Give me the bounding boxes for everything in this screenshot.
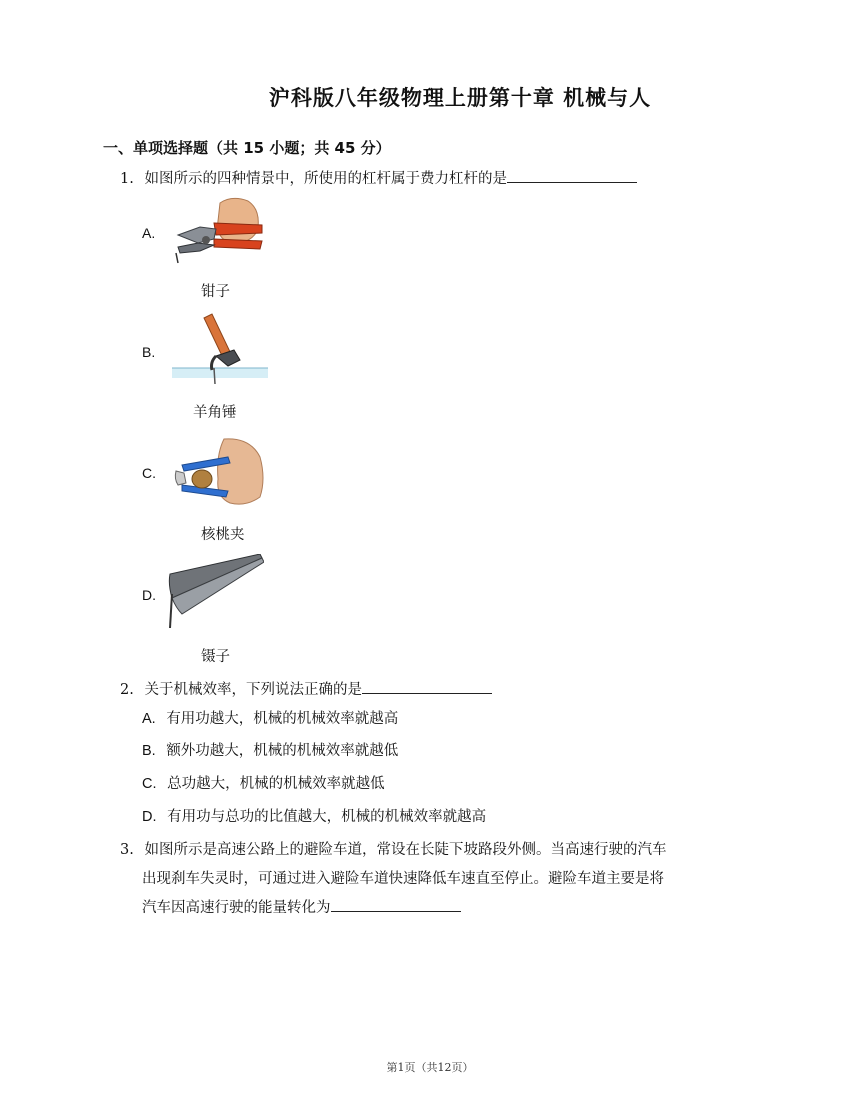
option-caption: 钳子 bbox=[201, 284, 230, 300]
option-d bbox=[142, 805, 486, 826]
answer-blank bbox=[507, 168, 637, 183]
question-number: 3. bbox=[120, 842, 134, 858]
option-letter: B. bbox=[142, 743, 156, 759]
option-caption: 羊角锤 bbox=[193, 405, 237, 421]
question-2 bbox=[120, 674, 492, 706]
answer-blank bbox=[331, 897, 461, 912]
option-letter: C. bbox=[142, 776, 157, 792]
page-footer: 第1页（共12页） bbox=[386, 1061, 474, 1074]
question-number: 2. bbox=[120, 682, 134, 698]
option-b bbox=[142, 739, 398, 760]
option-text: 额外功越大，机械的机械效率就越低 bbox=[166, 743, 399, 759]
answer-blank bbox=[362, 679, 492, 694]
option-c bbox=[142, 772, 385, 793]
nutcracker-image bbox=[172, 435, 268, 513]
option-letter: B. bbox=[142, 344, 156, 360]
question-text-line-1: 如图所示是高速公路上的避险车道，常设在长陡下坡路段外侧。当高速行驶的汽车 bbox=[144, 842, 667, 858]
question-text: 关于机械效率，下列说法正确的是 bbox=[144, 682, 362, 698]
option-caption: 镊子 bbox=[201, 649, 230, 665]
question-text: 如图所示的四种情景中，所使用的杠杆属于费力杠杆的是 bbox=[144, 171, 507, 187]
question-text-line-3 bbox=[120, 894, 770, 923]
question-1 bbox=[120, 163, 637, 195]
question-3 bbox=[120, 836, 770, 923]
question-number: 1. bbox=[120, 171, 134, 187]
option-text: 有用功与总功的比值越大，机械的机械效率就越高 bbox=[167, 809, 487, 825]
option-letter: A. bbox=[142, 225, 156, 241]
option-text: 有用功越大，机械的机械效率就越高 bbox=[166, 711, 399, 727]
tweezers-image bbox=[166, 554, 264, 634]
option-text: 总功越大，机械的机械效率就越低 bbox=[167, 776, 385, 792]
question-text-line-2: 出现刹车失灵时，可通过进入避险车道快速降低车速直至停止。避险车道主要是将 bbox=[142, 871, 664, 887]
option-letter: C. bbox=[142, 465, 156, 481]
option-letter: A. bbox=[142, 711, 156, 727]
pliers-image bbox=[170, 195, 266, 269]
section-heading: 一、单项选择题（共 15 小题；共 45 分） bbox=[103, 139, 391, 157]
option-letter: D. bbox=[142, 587, 156, 603]
option-a bbox=[142, 707, 398, 728]
option-letter: D. bbox=[142, 809, 157, 825]
option-caption: 核桃夹 bbox=[201, 527, 245, 543]
question-text-line-3-text: 汽车因高速行驶的能量转化为 bbox=[142, 900, 331, 916]
claw-hammer-image bbox=[172, 312, 268, 392]
page-title: 沪科版八年级物理上册第十章 机械与人 bbox=[268, 86, 652, 110]
